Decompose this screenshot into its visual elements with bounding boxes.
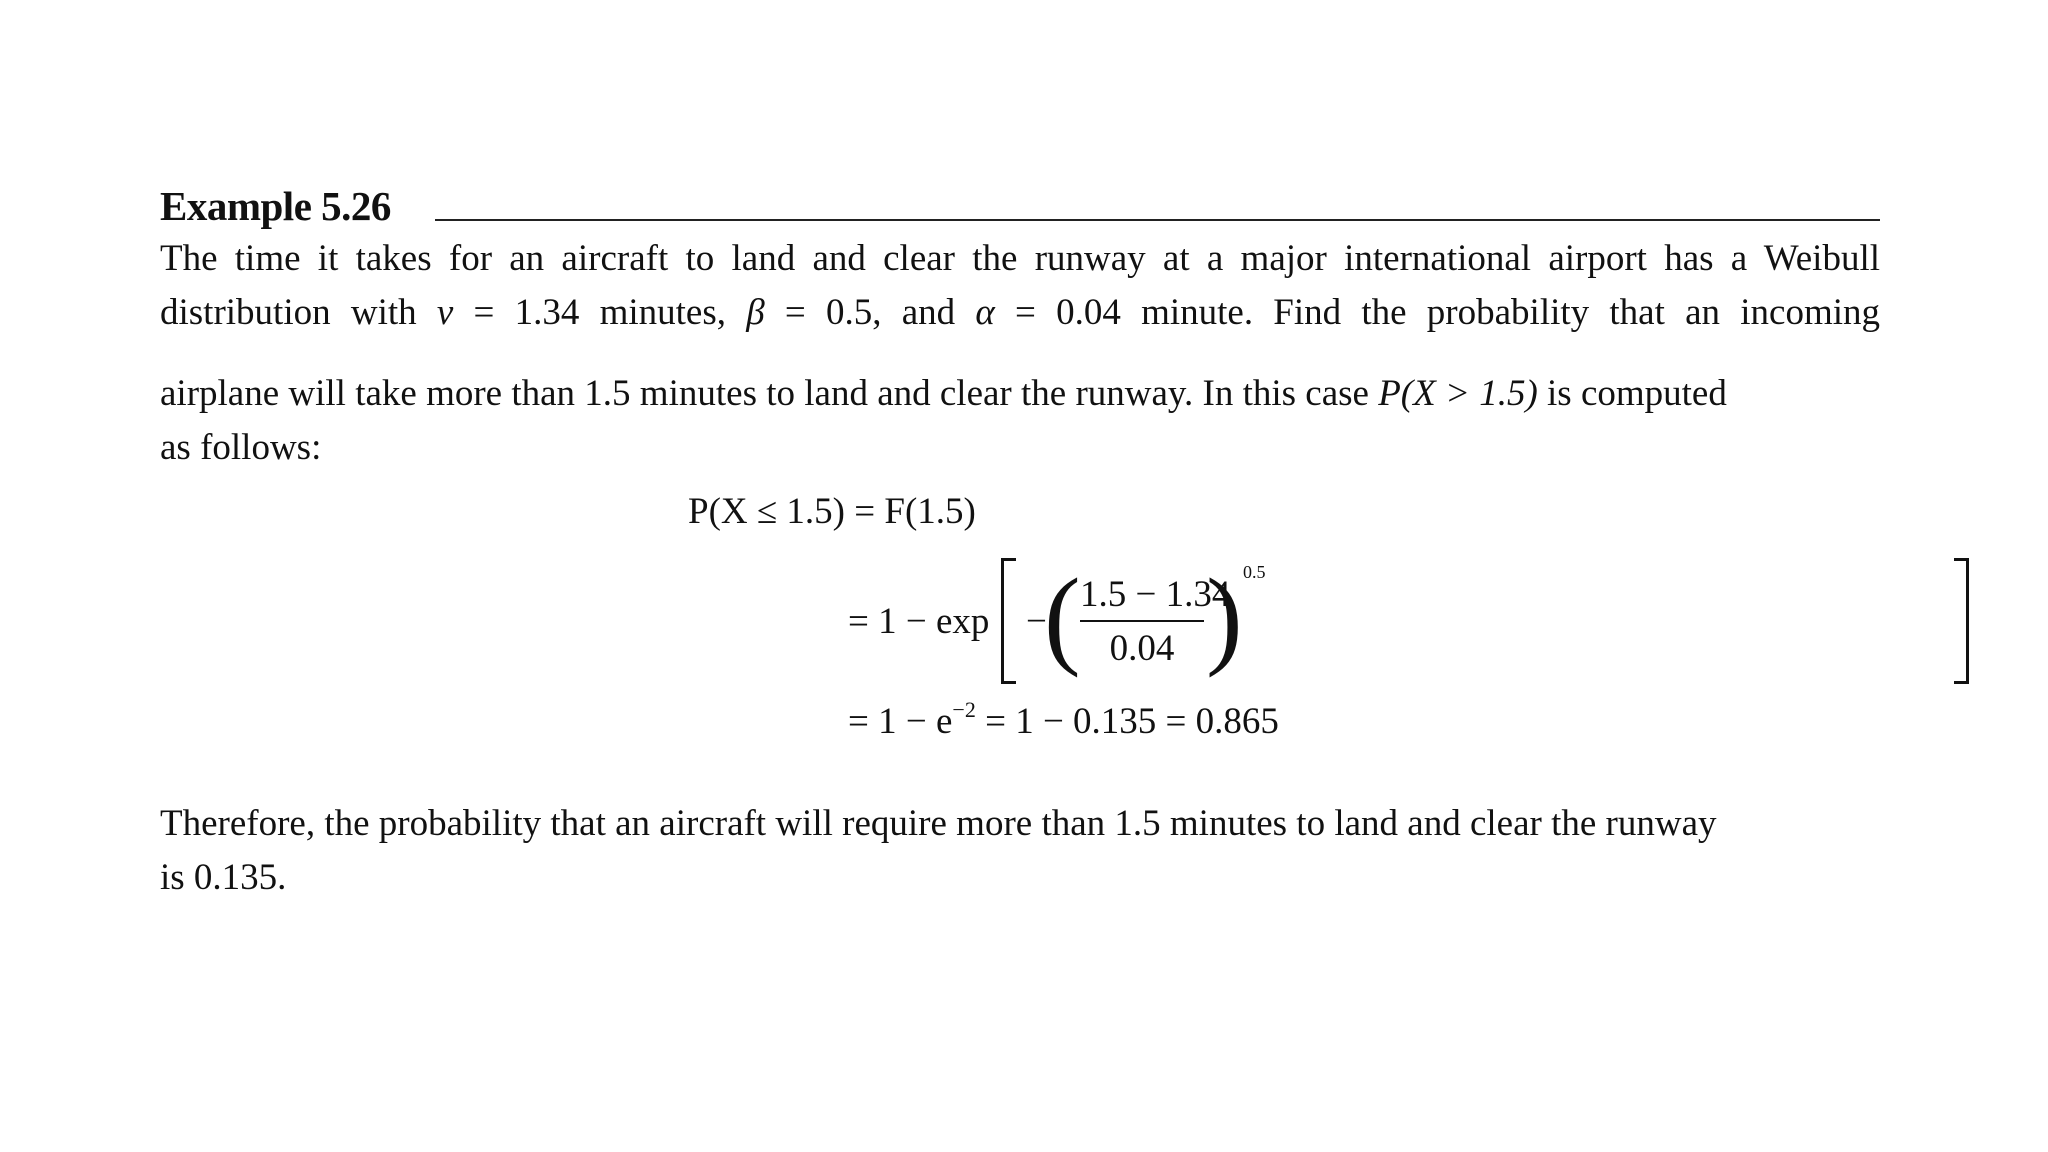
v-symbol: v <box>436 292 454 333</box>
probability-expression: P(X > 1.5) <box>1378 373 1538 414</box>
heading-rule <box>435 219 1880 221</box>
question-text: airplane will take more than 1.5 minutes to land and clear the runway. In this case <box>160 373 1379 414</box>
question-paragraph <box>160 367 1880 475</box>
intro-line-2 <box>160 286 1880 340</box>
question-line-1 <box>160 367 1880 421</box>
left-bracket <box>1001 558 1016 684</box>
right-bracket <box>1954 558 1969 684</box>
equation-result <box>848 697 1279 743</box>
minus-sign: − <box>1026 601 1047 642</box>
result-text: = 1 − 0.135 = 0.865 <box>975 701 1279 742</box>
intro-text: = 1.34 minutes, <box>453 292 747 333</box>
fraction-denominator: 0.04 <box>1109 628 1175 669</box>
intro-text: = 0.5, and <box>764 292 976 333</box>
conclusion-line-1: Therefore, the probability that an aircraft will require more than 1.5 minutes to land and clear the runway <box>160 803 1717 844</box>
result-exponent: −2 <box>952 697 976 722</box>
intro-line-1: The time it takes for an aircraft to land and clear the runway at a major international airport has a Weibull <box>160 238 1880 279</box>
conclusion-paragraph <box>160 797 1880 905</box>
left-paren: ( <box>1044 556 1081 678</box>
fraction-numerator: 1.5 − 1.34 <box>1080 574 1231 615</box>
right-paren: ) <box>1206 556 1243 678</box>
result-text: = 1 − e <box>848 701 953 742</box>
beta-symbol: β <box>746 292 765 333</box>
intro-paragraph <box>160 232 1880 340</box>
fraction-bar <box>1080 620 1204 622</box>
alpha-symbol: α <box>975 292 995 333</box>
intro-text: distribution with <box>160 292 437 333</box>
equation-cdf: P(X ≤ 1.5) = F(1.5) <box>688 491 976 532</box>
question-text: is computed <box>1537 373 1727 414</box>
equation-lead: = 1 − exp <box>848 601 990 642</box>
example-title: Example 5.26 <box>160 183 391 229</box>
exponent: 0.5 <box>1243 562 1266 582</box>
question-line-2: as follows: <box>160 427 322 468</box>
example-heading <box>160 182 1880 234</box>
fraction <box>1080 572 1231 672</box>
intro-text: = 0.04 minute. Find the probability that an incoming <box>994 292 1881 333</box>
conclusion-line-2: is 0.135. <box>160 857 287 898</box>
